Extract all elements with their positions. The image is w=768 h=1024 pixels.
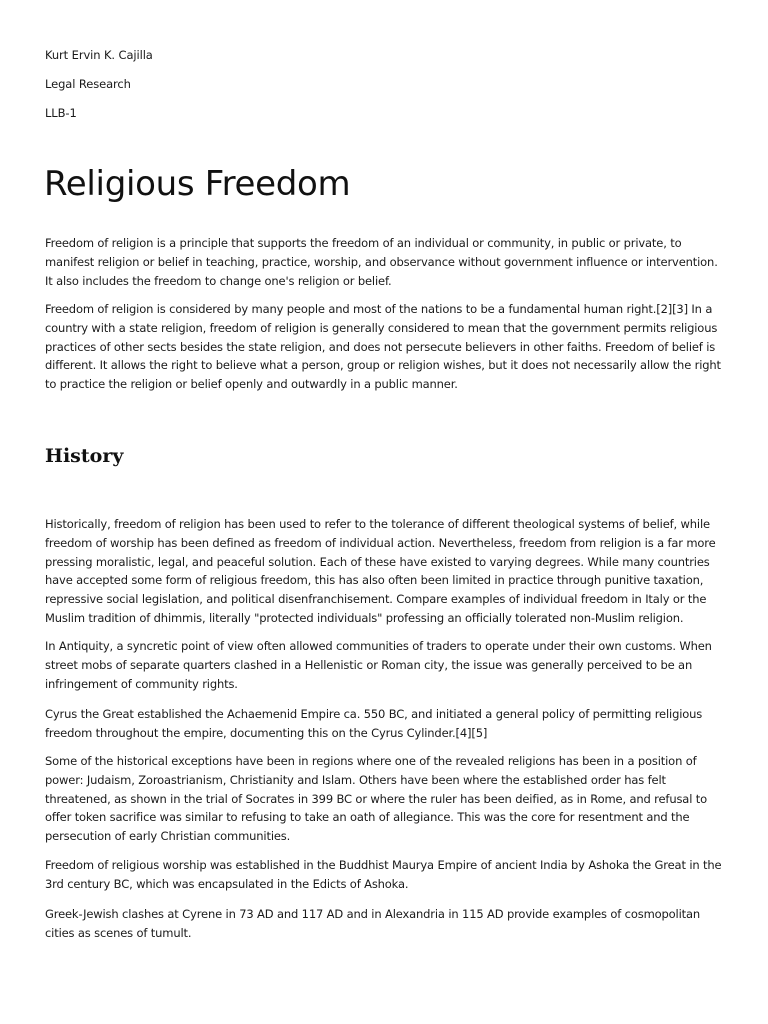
history-heading: History [45,445,124,467]
history-paragraph-6: Greek-Jewish clashes at Cyrene in 73 AD and 117 AD and in Alexandria in 115 AD provide examples of cosmopolitan cities as scenes of tumult. [45,907,701,940]
intro-paragraph-2: Freedom of religion is considered by many people and most of the nations to be a fundamental human right.[2][3] In a country with a state religion, freedom of religion is generally considered to mean that the government permits religious practices of other sects besides the state religion, and does not persecute believers in other faiths. Freedom of belief is different. It allows the right to believe what a person, group or religion wishes, but it does not necessarily allow the right to practice the religion or belief openly and outwardly in a public manner. [45,302,721,392]
intro-paragraph-1: Freedom of religion is a principle that supports the freedom of an individual or community, in public or private, to manifest religion or belief in teaching, practice, worship, and observance without government influence or intervention. It also includes the freedom to change one's religion or belief. [45,236,718,288]
history-paragraph-5: Freedom of religious worship was established in the Buddhist Maurya Empire of ancient India by Ashoka the Great in the 3rd century BC, which was encapsulated in the Edicts of Ashoka. [45,858,722,891]
history-paragraph-1: Historically, freedom of religion has been used to refer to the tolerance of different theological systems of belief, while freedom of worship has been defined as freedom of individual action. Nevertheless, freedom from religion is a far more pressing moralistic, legal, and peaceful solution. Each of these have existed to varying degrees. While many countries have accepted some form of religious freedom, this has also often been limited in practice through punitive taxation, repressive social legislation, and political disenfranchisement. Compare examples of individual freedom in Italy or the Muslim tradition of dhimmis, literally "protected individuals" professing an officially tolerated non-Muslim religion. [45,517,716,625]
history-paragraph-2: In Antiquity, a syncretic point of view often allowed communities of traders to operate under their own customs. When street mobs of separate quarters clashed in a Hellenistic or Roman city, the issue was generally perceived to be an infringement of community rights. [45,639,712,691]
author-name: Kurt Ervin K. Cajilla [45,48,153,62]
document-title: Religious Freedom [44,164,351,204]
section-label: LLB-1 [45,106,77,120]
history-paragraph-4: Some of the historical exceptions have been in regions where one of the revealed religions has been in a position of power: Judaism, Zoroastrianism, Christianity and Islam. Others have been where the established order has felt threatened, as shown in the trial of Socrates in 399 BC or where the ruler has been deified, as in Rome, and refusal to offer token sacrifice was similar to refusing to take an oath of allegiance. This was the core for resentment and the persecution of early Christian communities. [45,754,707,844]
course-name: Legal Research [45,77,131,91]
history-paragraph-3: Cyrus the Great established the Achaemenid Empire ca. 550 BC, and initiated a general policy of permitting religious freedom throughout the empire, documenting this on the Cyrus Cylinder.[4][5] [45,707,703,740]
